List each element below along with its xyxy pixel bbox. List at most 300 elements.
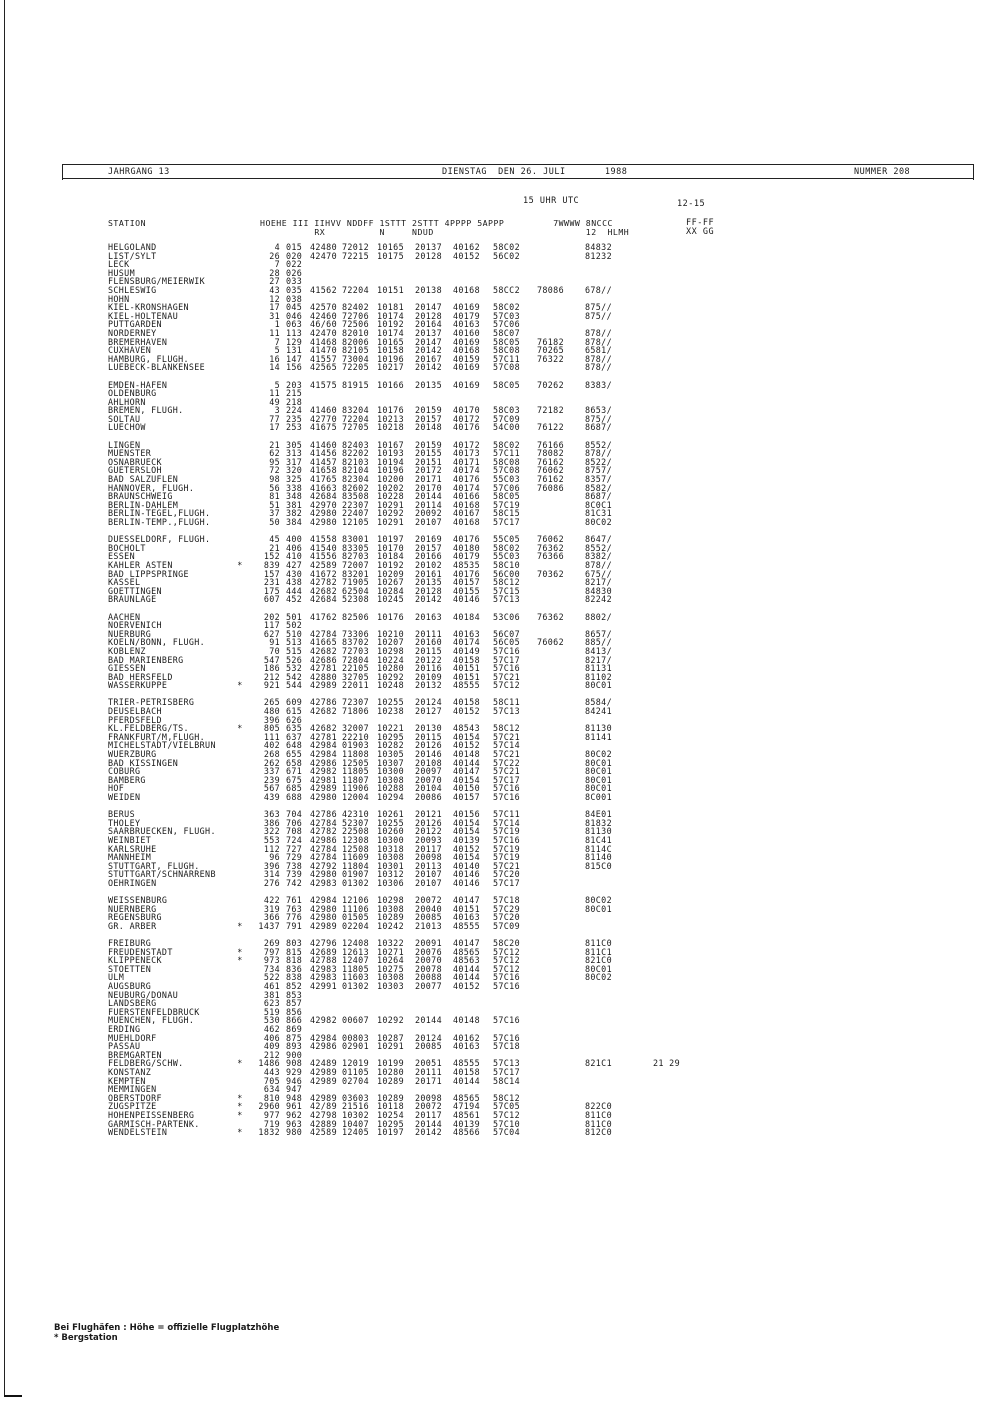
group-pressure bbox=[453, 389, 493, 398]
group-temp: 10255 bbox=[377, 697, 404, 708]
group-weather bbox=[537, 243, 585, 252]
group-gusts bbox=[633, 836, 693, 845]
station-name: BERUS bbox=[108, 810, 135, 819]
group-clouds: 84832 bbox=[585, 242, 612, 252]
station-id: 724 bbox=[286, 834, 303, 845]
station-name: STOETTEN bbox=[108, 964, 152, 974]
group-weather bbox=[537, 621, 585, 630]
station-name: KONSTANZ bbox=[108, 1068, 152, 1077]
group-pressure: 40179 bbox=[453, 310, 480, 321]
group-temp: 10294 bbox=[377, 792, 404, 802]
mountain-mark bbox=[232, 466, 248, 475]
station-id: 648 bbox=[286, 740, 303, 751]
group-weather bbox=[537, 862, 585, 871]
group-nddff: 32705 bbox=[342, 671, 369, 682]
group-weather: 76366 bbox=[537, 551, 564, 562]
group-tendency: 57C18 bbox=[493, 895, 520, 906]
group-temp: 10218 bbox=[377, 422, 404, 433]
elevation: 3 bbox=[274, 405, 280, 416]
group-gusts bbox=[633, 750, 693, 759]
group-nddff: 83001 bbox=[342, 534, 369, 545]
group-ihvv: 42689 bbox=[310, 946, 337, 957]
group-gusts bbox=[633, 819, 693, 828]
group-weather bbox=[537, 733, 585, 742]
group-tendency: 57C10 bbox=[493, 1118, 520, 1129]
group-dewpoint: 20124 bbox=[415, 1032, 442, 1043]
group-weather: 70265 bbox=[537, 345, 564, 356]
group-nddff: 73004 bbox=[342, 353, 369, 364]
station-name: HUSUM bbox=[108, 268, 135, 278]
elevation: 21 bbox=[269, 542, 280, 553]
station-id: 063 bbox=[286, 319, 303, 330]
group-temp: 10165 bbox=[377, 242, 404, 252]
group-dewpoint: 20132 bbox=[415, 680, 442, 691]
group-weather: 76062 bbox=[537, 534, 564, 545]
station-id: 637 bbox=[286, 731, 303, 742]
group-temp: 10192 bbox=[377, 319, 404, 330]
station-id: 532 bbox=[286, 663, 303, 674]
group-tendency: 57C16 bbox=[493, 1015, 520, 1026]
station-name: LINGEN bbox=[108, 440, 141, 450]
group-pressure bbox=[453, 999, 493, 1008]
group-tendency: 57C21 bbox=[493, 860, 520, 871]
station-id: 615 bbox=[286, 706, 303, 717]
group-clouds: 812C0 bbox=[585, 1127, 612, 1138]
elevation: 77 bbox=[269, 413, 280, 424]
elevation: 62 bbox=[269, 448, 280, 459]
group-temp: 10181 bbox=[377, 302, 404, 313]
mountain-mark bbox=[232, 776, 248, 785]
group-weather bbox=[537, 750, 585, 759]
station-id: 033 bbox=[286, 276, 303, 287]
elevation: 1832 bbox=[258, 1127, 280, 1138]
elevation: 21 bbox=[269, 439, 280, 450]
group-weather bbox=[537, 939, 585, 948]
station-id: 046 bbox=[286, 310, 303, 321]
group-tendency: 57C21 bbox=[493, 671, 520, 682]
group-ihvv: 42880 bbox=[310, 671, 337, 682]
group-dewpoint: 20109 bbox=[415, 671, 442, 682]
group-dewpoint: 20169 bbox=[415, 534, 442, 545]
station-name: NUERNBERG bbox=[108, 904, 157, 914]
group-gusts bbox=[633, 277, 693, 286]
group-weather bbox=[537, 303, 585, 312]
station-id: 688 bbox=[286, 792, 303, 802]
group-temp: 10165 bbox=[377, 336, 404, 347]
group-clouds: 811C0 bbox=[585, 1109, 612, 1120]
group-dewpoint: 20172 bbox=[415, 465, 442, 476]
group-ihvv bbox=[310, 999, 342, 1008]
group-nddff: 11106 bbox=[342, 903, 369, 914]
station-id: 763 bbox=[286, 903, 303, 914]
group-nddff: 12106 bbox=[342, 895, 369, 906]
group-dewpoint: 20093 bbox=[415, 834, 442, 845]
group-clouds bbox=[585, 1085, 633, 1094]
elevation: 7 bbox=[274, 336, 280, 347]
group-nddff: 72705 bbox=[342, 422, 369, 433]
group-nddff: 72804 bbox=[342, 654, 369, 665]
group-ihvv bbox=[310, 389, 342, 398]
group-dewpoint: 20115 bbox=[415, 645, 442, 656]
station-name: LIST/SYLT bbox=[108, 251, 157, 261]
group-ihvv: 42986 bbox=[310, 1041, 337, 1052]
group-weather bbox=[537, 741, 585, 750]
group-tendency: 55C05 bbox=[493, 534, 520, 545]
group-tendency: 56C05 bbox=[493, 637, 520, 648]
group-tendency: 57C17 bbox=[493, 654, 520, 665]
group-temp bbox=[377, 991, 415, 1000]
elevation: 406 bbox=[263, 1032, 280, 1043]
station-id: 685 bbox=[286, 783, 303, 794]
group-pressure: 40154 bbox=[453, 817, 480, 828]
group-pressure: 40163 bbox=[453, 319, 480, 330]
mountain-mark bbox=[232, 389, 248, 398]
group-clouds: 84241 bbox=[585, 706, 612, 717]
group-nddff: 11906 bbox=[342, 783, 369, 794]
group-clouds: 80C01 bbox=[585, 757, 612, 768]
group-pressure: 40168 bbox=[453, 345, 480, 356]
elevation: 56 bbox=[269, 482, 280, 493]
elevation: 396 bbox=[263, 860, 280, 871]
page-edge-bottom bbox=[4, 1395, 22, 1397]
group-weather bbox=[537, 509, 585, 518]
group-dewpoint bbox=[415, 389, 453, 398]
group-pressure: 40172 bbox=[453, 439, 480, 450]
station-name: PASSAU bbox=[108, 1042, 141, 1051]
group-tendency: 58C02 bbox=[493, 439, 520, 450]
elevation: 5 bbox=[274, 379, 280, 390]
group-weather: 76322 bbox=[537, 353, 564, 364]
elevation: 202 bbox=[263, 611, 280, 622]
date-line: DIENSTAG DEN 26. JULI 1988 bbox=[442, 167, 628, 177]
group-clouds: 875// bbox=[585, 302, 612, 313]
group-ihvv: 42682 bbox=[310, 645, 337, 656]
group-pressure: 48565 bbox=[453, 1092, 480, 1103]
group-tendency: 57C17 bbox=[493, 774, 520, 785]
group-nddff: 72506 bbox=[342, 319, 369, 330]
group-clouds: 878// bbox=[585, 362, 612, 373]
group-ihvv: 42782 bbox=[310, 826, 337, 837]
station-name: LUECHOW bbox=[108, 423, 146, 433]
group-dewpoint: 20122 bbox=[415, 654, 442, 665]
station-id: 045 bbox=[286, 302, 303, 313]
group-weather: 76062 bbox=[537, 637, 564, 648]
station-name: REGENSBURG bbox=[108, 913, 162, 922]
elevation: 268 bbox=[263, 749, 280, 760]
station-name: KIEL-KRONSHAGEN bbox=[108, 303, 189, 312]
group-ihvv: 42981 bbox=[310, 774, 337, 785]
group-ihvv: 42982 bbox=[310, 766, 337, 777]
group-tendency: 58C08 bbox=[493, 456, 520, 467]
elevation: 111 bbox=[263, 731, 280, 742]
station-name: TRIER-PETRISBERG bbox=[108, 698, 195, 708]
group-clouds: 8657/ bbox=[585, 628, 612, 639]
group-temp: 10213 bbox=[377, 413, 404, 424]
group-temp: 10221 bbox=[377, 723, 404, 734]
mountain-mark bbox=[232, 441, 248, 450]
group-weather bbox=[537, 1059, 585, 1068]
group-weather bbox=[537, 922, 585, 931]
group-pressure: 48555 bbox=[453, 920, 480, 931]
group-tendency: 57C12 bbox=[493, 946, 520, 957]
group-temp: 10288 bbox=[377, 783, 404, 794]
station-id: 215 bbox=[286, 388, 303, 399]
station-id: 224 bbox=[286, 405, 303, 416]
group-weather: 76166 bbox=[537, 439, 564, 450]
station-name: HAMBURG, FLUGH. bbox=[108, 354, 189, 364]
mountain-mark bbox=[232, 1077, 248, 1086]
group-tendency bbox=[493, 269, 537, 278]
group-nddff: 72204 bbox=[342, 413, 369, 424]
group-tendency: 57C20 bbox=[493, 912, 520, 923]
group-gusts bbox=[633, 449, 693, 458]
station-name: BOCHOLT bbox=[108, 543, 146, 553]
group-tendency bbox=[493, 991, 537, 1000]
group-pressure: 40163 bbox=[453, 912, 480, 923]
station-id: 704 bbox=[286, 809, 303, 820]
station-name: GR. ARBER bbox=[108, 921, 157, 931]
station-name: STUTTGART/SCHNARRENB bbox=[108, 870, 216, 879]
group-ihvv: 42796 bbox=[310, 938, 337, 949]
group-weather bbox=[537, 1077, 585, 1086]
station-id: 708 bbox=[286, 826, 303, 837]
mountain-mark bbox=[232, 1068, 248, 1077]
mountain-mark: * bbox=[237, 946, 243, 957]
station-id: 818 bbox=[286, 955, 303, 966]
group-temp: 10322 bbox=[377, 938, 404, 949]
mountain-mark bbox=[232, 1042, 248, 1051]
mountain-mark bbox=[232, 664, 248, 673]
group-pressure: 40152 bbox=[453, 981, 480, 992]
group-clouds bbox=[585, 389, 633, 398]
mountain-mark bbox=[232, 355, 248, 364]
station-id: 305 bbox=[286, 439, 303, 450]
group-dewpoint: 20171 bbox=[415, 1075, 442, 1086]
group-ihvv: 46/60 bbox=[310, 319, 337, 330]
station-name: NUERBURG bbox=[108, 629, 152, 639]
group-temp: 10289 bbox=[377, 1075, 404, 1086]
group-gusts bbox=[633, 913, 693, 922]
elevation: 37 bbox=[269, 508, 280, 519]
group-nddff: 12308 bbox=[342, 834, 369, 845]
group-ihvv: 42980 bbox=[310, 903, 337, 914]
elevation: 17 bbox=[269, 422, 280, 433]
elevation: 607 bbox=[263, 594, 280, 605]
mountain-mark bbox=[232, 329, 248, 338]
group-gusts bbox=[633, 1008, 693, 1017]
group-tendency: 57C17 bbox=[493, 517, 520, 527]
group-weather bbox=[537, 759, 585, 768]
mountain-mark bbox=[232, 621, 248, 630]
group-tendency: 57C16 bbox=[493, 663, 520, 674]
station-id: 729 bbox=[286, 852, 303, 863]
group-ihvv: 42989 bbox=[310, 1075, 337, 1086]
group-tendency: 57C15 bbox=[493, 585, 520, 596]
group-gusts bbox=[633, 853, 693, 862]
elevation: 212 bbox=[263, 671, 280, 682]
group-tendency: 57C12 bbox=[493, 680, 520, 691]
station-name: DUESSELDORF, FLUGH. bbox=[108, 535, 211, 544]
group-tendency: 57C12 bbox=[493, 1109, 520, 1120]
group-ihvv: 42460 bbox=[310, 310, 337, 321]
group-weather: 76122 bbox=[537, 422, 564, 433]
group-nddff: 12613 bbox=[342, 946, 369, 957]
elevation: 231 bbox=[263, 577, 280, 588]
group-nddff: 12405 bbox=[342, 1127, 369, 1138]
station-name: SCHLESWIG bbox=[108, 285, 157, 295]
station-name: BAD SALZUFLEN bbox=[108, 475, 179, 484]
station-row bbox=[108, 1016, 693, 1025]
group-gusts bbox=[633, 707, 693, 716]
group-gusts bbox=[633, 355, 693, 364]
group-ihvv: 41460 bbox=[310, 405, 337, 416]
elevation: 7 bbox=[274, 259, 280, 270]
group-gusts bbox=[633, 295, 693, 304]
station-id: 738 bbox=[286, 860, 303, 871]
group-temp: 10292 bbox=[377, 671, 404, 682]
group-nddff: 00607 bbox=[342, 1015, 369, 1026]
elevation: 4 bbox=[274, 242, 280, 252]
group-nddff: 82010 bbox=[342, 327, 369, 338]
group-temp: 10228 bbox=[377, 491, 404, 502]
station-id: 218 bbox=[286, 396, 303, 407]
footnote-mountain: * Bergstation bbox=[54, 1333, 118, 1343]
group-clouds: 878// bbox=[585, 327, 612, 338]
station-name: PUTTGARDEN bbox=[108, 320, 162, 329]
group-tendency: 58C12 bbox=[493, 723, 520, 734]
group-gusts bbox=[633, 458, 693, 467]
group-temp: 10318 bbox=[377, 843, 404, 854]
group-pressure: 40174 bbox=[453, 465, 480, 476]
mountain-mark bbox=[232, 312, 248, 321]
group-clouds: 81C31 bbox=[585, 508, 612, 519]
station-id: 655 bbox=[286, 749, 303, 760]
group-gusts bbox=[633, 544, 693, 553]
group-ihvv: 42989 bbox=[310, 680, 337, 691]
group-nddff bbox=[342, 991, 377, 1000]
group-tendency: 57C06 bbox=[493, 482, 520, 493]
group-temp: 10255 bbox=[377, 817, 404, 828]
group-dewpoint: 20166 bbox=[415, 551, 442, 562]
elevation: 96 bbox=[269, 852, 280, 863]
station-name: PFERDSFELD bbox=[108, 715, 162, 725]
group-tendency: 57C22 bbox=[493, 757, 520, 768]
mountain-mark bbox=[232, 707, 248, 716]
group-pressure: 40144 bbox=[453, 1075, 480, 1086]
station-id: 015 bbox=[286, 242, 303, 252]
elevation: 152 bbox=[263, 551, 280, 562]
group-tendency: 58C10 bbox=[493, 559, 520, 570]
mountain-mark bbox=[232, 509, 248, 518]
group-pressure: 48561 bbox=[453, 1109, 480, 1120]
station-row bbox=[108, 389, 693, 398]
station-id: 338 bbox=[286, 482, 303, 493]
station-id: 542 bbox=[286, 671, 303, 682]
station-name: KLIPPENECK bbox=[108, 956, 162, 965]
group-tendency: 58C05 bbox=[493, 491, 520, 502]
group-ihvv: 42565 bbox=[310, 362, 337, 373]
group-nddff: 83201 bbox=[342, 568, 369, 579]
group-dewpoint: 21013 bbox=[415, 920, 442, 931]
group-temp: 10242 bbox=[377, 920, 404, 931]
station-name: GARMISCH-PARTENK. bbox=[108, 1119, 200, 1129]
group-gusts bbox=[633, 638, 693, 647]
group-gusts bbox=[633, 570, 693, 579]
station-name: BRAUNSCHWEIG bbox=[108, 492, 173, 501]
elevation: 31 bbox=[269, 310, 280, 321]
group-clouds: 6581/ bbox=[585, 345, 612, 356]
group-pressure: 40152 bbox=[453, 740, 480, 751]
group-pressure: 40158 bbox=[453, 1067, 480, 1077]
station-name: ULM bbox=[108, 973, 125, 983]
group-pressure: 48543 bbox=[453, 723, 480, 734]
group-weather bbox=[537, 853, 585, 862]
group-temp: 10245 bbox=[377, 594, 404, 605]
group-dewpoint: 20126 bbox=[415, 740, 442, 751]
mountain-mark bbox=[232, 269, 248, 278]
group-nddff: 83508 bbox=[342, 491, 369, 502]
station-id: 739 bbox=[286, 869, 303, 880]
group-temp: 10284 bbox=[377, 585, 404, 596]
group-weather bbox=[537, 845, 585, 854]
group-ihvv: 41765 bbox=[310, 474, 337, 485]
station-id: 836 bbox=[286, 963, 303, 974]
group-weather bbox=[537, 707, 585, 716]
mountain-mark bbox=[232, 1025, 248, 1034]
elevation: 439 bbox=[263, 792, 280, 802]
group-weather bbox=[537, 1016, 585, 1025]
group-weather bbox=[537, 1025, 585, 1034]
group-dewpoint: 20076 bbox=[415, 946, 442, 957]
mountain-mark bbox=[232, 381, 248, 390]
station-id: 348 bbox=[286, 491, 303, 502]
group-weather bbox=[537, 819, 585, 828]
group-tendency: 55C03 bbox=[493, 474, 520, 485]
group-nddff: 01302 bbox=[342, 981, 369, 992]
group-gusts bbox=[633, 827, 693, 836]
elevation: 98 bbox=[269, 474, 280, 485]
group-tendency: 58C02 bbox=[493, 242, 520, 252]
mountain-mark bbox=[232, 759, 248, 768]
group-pressure: 40152 bbox=[453, 706, 480, 717]
group-pressure: 40158 bbox=[453, 654, 480, 665]
mountain-mark bbox=[232, 475, 248, 484]
group-pressure: 40176 bbox=[453, 474, 480, 485]
elevation: 805 bbox=[263, 723, 280, 734]
group-weather bbox=[537, 1102, 585, 1111]
group-temp: 10308 bbox=[377, 972, 404, 983]
station-id: 544 bbox=[286, 680, 303, 691]
group-ihvv: 42982 bbox=[310, 1015, 337, 1026]
elevation: 627 bbox=[263, 628, 280, 639]
group-pressure: 47194 bbox=[453, 1101, 480, 1112]
group-pressure: 40140 bbox=[453, 860, 480, 871]
station-name: GUETERSLOH bbox=[108, 466, 162, 476]
group-pressure: 40148 bbox=[453, 1015, 480, 1026]
group-nddff: 00803 bbox=[342, 1032, 369, 1043]
mountain-mark bbox=[232, 656, 248, 665]
group-ihvv: 42684 bbox=[310, 594, 337, 605]
elevation: 70 bbox=[269, 645, 280, 656]
group-gusts bbox=[633, 862, 693, 871]
group-weather bbox=[537, 578, 585, 587]
group-tendency: 57C08 bbox=[493, 465, 520, 476]
group-clouds: 80C01 bbox=[585, 783, 612, 794]
mountain-mark bbox=[232, 819, 248, 828]
group-nddff: 83204 bbox=[342, 405, 369, 416]
group-gusts bbox=[633, 784, 693, 793]
group-nddff: 22210 bbox=[342, 731, 369, 742]
